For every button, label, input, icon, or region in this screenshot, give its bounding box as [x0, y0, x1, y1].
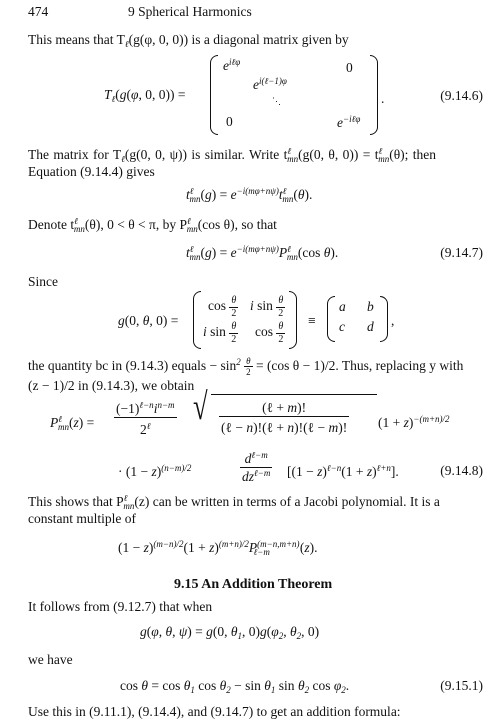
paragraph-11: Use this in (9.11.1), (9.14.4), and (9.14.7) to get an addition formula: — [28, 704, 401, 719]
paragraph-5: the quantity bc in (9.14.3) equals − $\sin^2$ $\frac{\theta}{2}$ = (cos θ − 1)/2. Thus, replacing y with — [28, 356, 464, 378]
paragraph-4: Denote $t^\ell_{mn}(\theta)$, 0 < θ < π, by $P^\ell_{mn}(\cos$ θ), so that — [28, 216, 277, 234]
equation-number: (9.14.8) — [440, 463, 483, 478]
running-title: 9 Spherical Harmonics — [128, 4, 252, 19]
paragraph-7: This shows that $P^\ell_{mn}(z)$ can be written in terms of a Jacobi polynomial. It is a — [28, 493, 440, 511]
page-number: 474 — [28, 4, 49, 19]
paragraph-9: It follows from (9.12.7) that when — [28, 599, 213, 614]
section-heading: 9.15 An Addition Theorem — [174, 577, 333, 592]
equation-number: (9.14.6) — [440, 88, 483, 103]
equation-t-mn: $t^\ell_{mn}(g) = e^{-i(m\varphi+n\psi)}t^\ell_{mn}(\theta)$. — [186, 186, 313, 204]
paragraph-3: Equation (9.14.4) gives — [28, 164, 155, 179]
since-label: Since — [28, 274, 58, 289]
paragraph-10: we have — [28, 652, 73, 667]
paragraph-2: The matrix for $T_\ell(g(0$, 0, ψ)) is similar. Write $t^\ell_{mn}(g(0$, θ, $0)) = t^\ell_{mn}(\theta)$; then — [28, 146, 437, 164]
equation-number: (9.14.7) — [440, 245, 483, 260]
equation-g-product: g(φ, θ, ψ) = g(0, $\theta_1$, $0)g(\varphi_2$, $\theta_2$, 0) — [140, 624, 320, 641]
equation-number: (9.15.1) — [440, 678, 483, 693]
paragraph-1: This means that $T_\ell(g(\varphi$, 0, 0)) is a diagonal matrix given by — [28, 32, 349, 49]
equation-jacobi: $(1 - z)^{(m-n)/2}(1 + z)^{(m+n)/2}P^{(m-n,m+n)}_{\ell-m}$ (z). — [118, 539, 318, 557]
paragraph-6: (z − 1)/2 in (9.14.3), we obtain — [28, 378, 195, 393]
paragraph-8: constant multiple of — [28, 511, 136, 526]
